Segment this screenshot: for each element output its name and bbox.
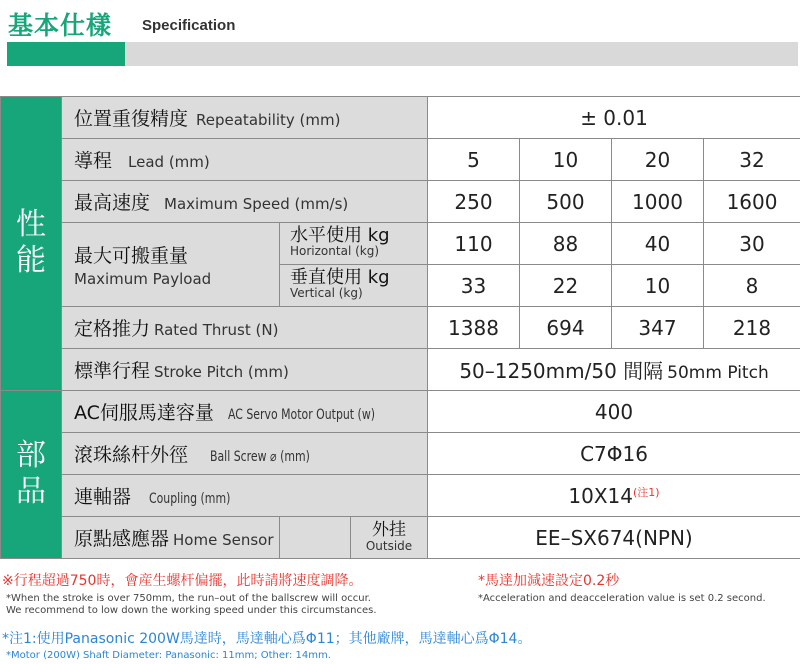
note-motor-cn: *注1:使用Panasonic 200W馬達時，馬達軸心爲Φ11；其他廠牌，馬達軸心爲Φ14。 (2, 631, 532, 647)
table-cell: 10 (612, 265, 704, 307)
label-ball-screw (62, 433, 428, 475)
table-cell: 22 (520, 265, 612, 307)
label-horizontal (280, 223, 428, 265)
label-en: Ball Screw ⌀ (mm) (210, 449, 310, 465)
table-cell: 1600 (704, 181, 800, 223)
label-en: Rated Thrust (N) (154, 321, 279, 339)
table-cell: 20 (612, 139, 704, 181)
value-coupling (428, 475, 800, 517)
table-cell: 30 (704, 223, 800, 265)
value-stroke-pitch (428, 349, 800, 391)
table-cell: 110 (428, 223, 520, 265)
label-cn: 最大可搬重量 (74, 245, 189, 267)
table-cell: 40 (612, 223, 704, 265)
row-ball-screw (1, 433, 800, 475)
row-stroke-pitch (1, 349, 800, 391)
note-stroke-en-1: *When the stroke is over 750mm, the run–out of the ballscrew will occur. (6, 593, 371, 604)
group-performance-label: 性能 (16, 206, 46, 278)
label-home-sensor (62, 517, 280, 559)
label-cn: 最高速度 (74, 192, 151, 214)
value-repeatability: ± 0.01 (428, 97, 800, 139)
label-outside-cell (280, 517, 428, 559)
label-servo (62, 391, 428, 433)
header-divider-bar (125, 42, 798, 66)
label-max-speed (62, 181, 428, 223)
label-cn: 滾珠絲杆外徑 (74, 444, 189, 466)
label-cn: 原點感應器 (74, 528, 170, 550)
label-en: Home Sensor (173, 531, 274, 549)
table-cell: 347 (612, 307, 704, 349)
label-max-payload (62, 223, 280, 307)
note-stroke-cn: ※行程超過750時，會産生螺杆偏擺，此時請將速度調降。 (2, 573, 363, 589)
label-en: Horizontal (kg) (290, 244, 380, 258)
label-en: Repeatability (mm) (196, 111, 341, 129)
page-title: 基本仕樣 (8, 11, 113, 40)
label-repeatability (62, 97, 428, 139)
note-accel-cn: *馬達加減速設定0.2秒 (478, 573, 620, 589)
label-coupling (62, 475, 428, 517)
label-cn: 位置重復精度 (74, 108, 189, 130)
label-cn: AC伺服馬達容量 (74, 402, 214, 424)
value-servo: 400 (428, 391, 800, 433)
label-rated-thrust (62, 307, 428, 349)
page-subtitle: Specification (142, 17, 236, 34)
header-accent-bar (7, 42, 125, 66)
stroke-range: 50–1250mm/50 間隔 (459, 359, 664, 383)
value-home-sensor: EE–SX674(NPN) (428, 517, 800, 559)
row-lead (1, 139, 800, 181)
label-cn: 標準行程 (74, 360, 151, 382)
table-cell: 1000 (612, 181, 704, 223)
row-payload-horizontal (1, 223, 800, 265)
outside-en: Outside (365, 538, 413, 553)
label-en: Maximum Speed (mm/s) (164, 195, 349, 213)
group-performance (1, 97, 62, 391)
label-outside (350, 517, 427, 558)
label-cn: 水平使用 kg (290, 225, 390, 246)
table-cell: 1388 (428, 307, 520, 349)
row-rated-thrust (1, 307, 800, 349)
label-cn: 垂直使用 kg (290, 267, 390, 288)
row-coupling (1, 475, 800, 517)
label-cn: 連軸器 (74, 486, 132, 508)
coupling-value: 10X14 (568, 483, 634, 508)
label-vertical (280, 265, 428, 307)
label-cn: 導程 (74, 150, 113, 172)
note-stroke-en-2: We recommend to low down the working speed under this circumstances. (6, 605, 377, 616)
table-cell: 250 (428, 181, 520, 223)
row-servo (1, 391, 800, 433)
table-cell: 500 (520, 181, 612, 223)
table-cell: 32 (704, 139, 800, 181)
label-en: AC Servo Motor Output (w) (227, 407, 375, 423)
table-cell: 5 (428, 139, 520, 181)
table-cell: 10 (520, 139, 612, 181)
table-cell: 33 (428, 265, 520, 307)
label-en: Lead (mm) (128, 153, 210, 171)
row-repeatability (1, 97, 800, 139)
group-components (1, 391, 62, 559)
footnote-marker: (注1) (633, 485, 660, 499)
table-cell: 8 (704, 265, 800, 307)
note-accel-en: *Acceleration and deacceleration value is set 0.2 second. (478, 593, 766, 604)
stroke-pitch-en: 50mm Pitch (667, 363, 769, 383)
row-max-speed (1, 181, 800, 223)
label-en: Maximum Payload (74, 270, 212, 288)
row-home-sensor (1, 517, 800, 559)
group-components-label: 部品 (16, 437, 46, 509)
label-cn: 定格推力 (74, 318, 151, 340)
table-cell: 218 (704, 307, 800, 349)
label-en: Stroke Pitch (mm) (154, 363, 289, 381)
specification-table (0, 96, 800, 559)
label-en: Coupling (mm) (149, 491, 231, 507)
table-cell: 694 (520, 307, 612, 349)
table-cell: 88 (520, 223, 612, 265)
label-lead (62, 139, 428, 181)
label-en: Vertical (kg) (290, 286, 363, 300)
note-motor-en: *Motor (200W) Shaft Diameter: Panasonic: 11mm; Other: 14mm. (6, 650, 331, 661)
outside-cn: 外挂 (372, 519, 406, 540)
value-ball-screw: C7Φ16 (428, 433, 800, 475)
label-stroke-pitch (62, 349, 428, 391)
